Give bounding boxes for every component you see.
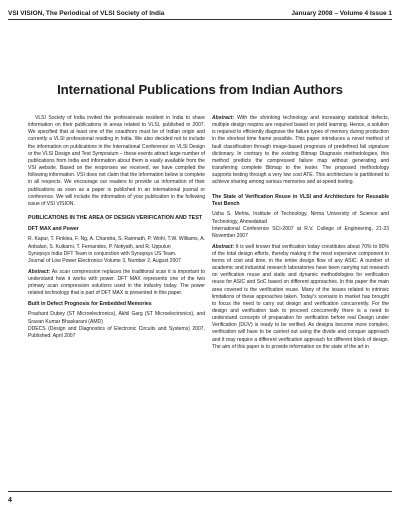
paper-title: DFT MAX and Power [28,225,79,232]
paper-venue: Journal of Low Power Electronics Volume 3, Number 2, August 2007 [28,257,181,264]
left-column [28,115,205,340]
paper-title: The State of Verification Reuse in VLSI and Architecture for Reusable Test Bench [212,193,389,207]
paper-title: Built in Defect Prognosis for Embedded Memories [28,300,152,307]
abstract-label: Abstract: [212,243,235,250]
paper-authors: Prashant Dubey (ST Microelectronics), Akhil Garg (ST Microelectronics), and Sravan Kumar Bhaskarani (AMD) [28,311,205,325]
abstract-text: With the shrinking technology and increasing statistical defects, multiple design respins are required based on yield learning. Hence, a solution is required to efficiently diagnose the failure types of memory during production in the shortest time frame possible. This paper introduces a novel method of fault classification through image-based prognosis of predefined fail signature dictionary. In contrary to the existing Bitmap Diagnosis methodologies, this method predicts the compressed failure map without generating and transferring complete Bitmap to the tester. The proposed methodology supports testing through a very low cost ATE. This architecture is partitioned to achieve sharing among various memories and at-speed testing. [212,115,390,186]
paper-abstract [212,244,389,351]
section-heading: PUBLICATIONS IN THE AREA OF DESIGN VERIFICATION AND TEST [28,215,203,222]
intro-paragraph: VLSI Society of India invited the professionals resident in India to share information on their publications in areas related to VLSI, published in 2007. We specified that at least one of the coauthors must be of Indian origin and currently a VLSI professional residing in India. We also decided not to include the information on publications in the International Conference on VLSI Design or the VLSI Design and Test Symposium – these events attract large number of publications from India and information about them is easily available from the VSI website. Based on the responses we received, we have compiled the following information. VSI does not claim that the information below is complete in all respects. We encourage our readers to provide us information of their publications as soon as a paper is published in an international journal or conference. We will include the information of your publication in the following issue of VSI VISION. [28,115,206,207]
paper-abstract [28,269,205,298]
header-issue-date: January 2008 – Volume 4 Issue 1 [291,10,392,17]
abstract-text: It is well known that verification today constitutes about 70% to 80% of the total design efforts, thereby making it the most expensive component in terms of cost and time, in the entire design flow of any ASIC. A number of academic and industrial research laboratories have been carrying out research on verification reuse and static and dynamic methodologies for verification reuse for ASIC and SoC based on different approaches. In this paper the main area covered is the verification reuse. Many of the issues related to intrinsic limitations of these approaches taken. Today's scenario in market has brought to focus the need to carry out design and verification concurrently. For the design and verification task to proceed concurrently there is a need to understand concepts of preparation for verification before real Design under Verification (DUV) is ready to be verified. As designs become more complex, verification will have to be carried out using the divide and conquer approach and it may require a different verification approach for different block of design. The aim of this paper is to provide information on the state of the art in [212,243,389,350]
paper-venue: International Conference SCI-2007 at R.V. College of Engineering, 21-23 November 2007 [212,225,389,239]
paper-authors: Usha S. Mehta, Institute of Technology, Nirma University of Science and Technology, Ahmedabad [212,211,389,225]
right-column [212,115,389,351]
footer-rule [8,491,392,492]
abstract-label: Abstract: [28,268,51,275]
abstract-text: As scan compression replaces the traditional scan it is important to understand how it works with power. DFT MAX represents one of the two primary scan compression solutions used in the industry today. The power related technology that is part of DFT MAX is presented in this paper. [28,268,205,297]
running-header [8,6,392,20]
paper-authors: R. Kapur, T. Finklea, F. Ng, A. Chandra, S. Ramnath, P. Wohl, T.W. Williams, A. Anbalan, S. Kulkarni, T. Fernandes, P. Notiyath, and R. Uppuluri [28,236,205,250]
page-number: 4 [8,497,12,504]
paper-venue: DDECS (Design and Diagnostics of Electronic Circuits and Systems) 2007, Published: April 2007 [28,325,205,339]
paper-affiliation: Synopsys India DFT Team in conjunction with Synopsys US Team. [28,250,177,257]
header-journal-name: VSI VISION, The Periodical of VLSI Society of India [8,10,165,17]
paper-abstract [212,115,389,187]
abstract-label: Abstract: [212,115,235,121]
page-title: International Publications from Indian Authors [57,82,343,97]
header-rule [8,19,392,20]
